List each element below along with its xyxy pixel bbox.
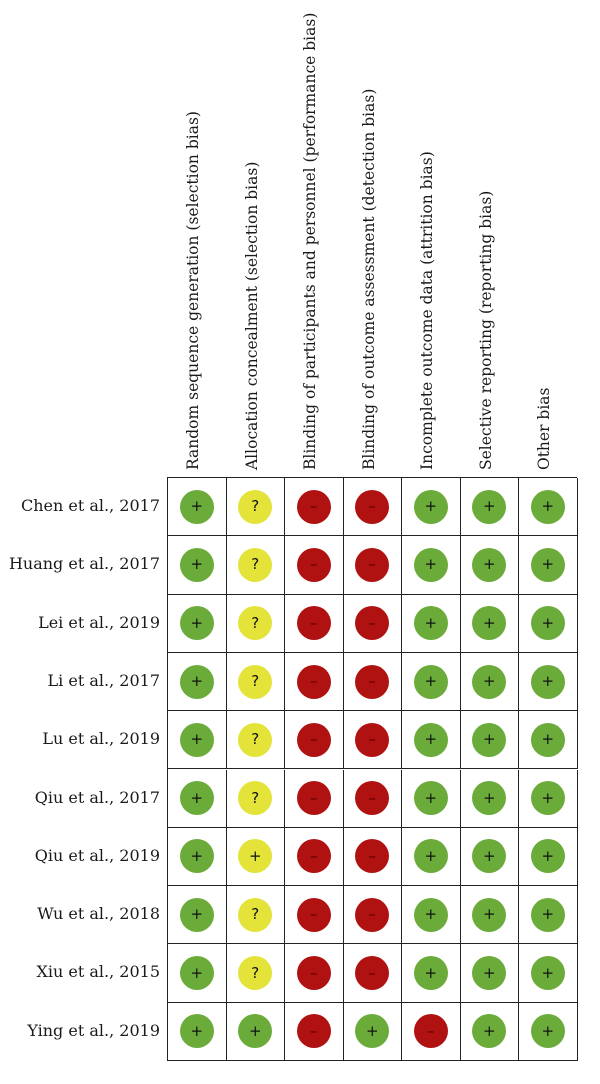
low-risk-plus-icon: + [414,956,448,990]
low-risk-plus-icon: + [414,490,448,524]
low-risk-plus-icon: + [414,606,448,640]
study-label: Chen et al., 2017 [20,496,160,515]
domain-header-label: Blinding of participants and personnel (performance bias) [301,12,319,470]
judgement-cell [227,886,286,944]
judgement-cell [461,770,520,828]
low-risk-plus-icon: + [180,490,214,524]
judgement-cell [227,770,286,828]
high-risk-minus-icon: – [297,898,331,932]
low-risk-plus-icon: + [472,898,506,932]
unclear-risk-question-icon: ? [238,956,272,990]
study-label: Xiu et al., 2015 [36,962,160,982]
judgement-cell [402,828,461,886]
judgement-cell [461,828,520,886]
judgement-cell [285,595,344,653]
unclear-risk-question-icon: ? [238,665,272,699]
unclear-risk-question-icon: ? [238,606,272,640]
low-risk-plus-icon: + [180,548,214,582]
unclear-risk-question-icon: ? [238,781,272,815]
judgement-cell [227,653,286,711]
study-label: Qiu et al., 2017 [34,787,160,807]
study-label: Ying et al., 2019 [27,1020,160,1040]
low-risk-plus-icon: + [531,781,565,815]
judgement-cell [344,536,403,594]
judgement-cell [285,886,344,944]
judgement-cell [402,595,461,653]
domain-header-label: Blinding of outcome assessment (detection bias) [359,88,378,470]
low-risk-plus-icon: + [180,781,214,815]
high-risk-minus-icon: – [355,781,389,815]
judgement-cell [519,1003,578,1061]
low-risk-plus-icon: + [238,1014,272,1048]
judgement-cell [168,653,227,711]
high-risk-minus-icon: – [297,723,331,757]
low-risk-plus-icon: + [472,839,506,873]
judgement-cell [519,711,578,769]
judgement-cell [344,711,403,769]
judgement-cell [519,944,578,1002]
domain-header-label: Selective reporting (reporting bias) [476,190,495,470]
judgement-cell [227,595,286,653]
judgement-cell [402,536,461,594]
judgement-cell [344,828,403,886]
study-label: Li et al., 2017 [47,670,160,690]
study-label: Wu et al., 2018 [37,904,160,924]
high-risk-minus-icon: – [297,839,331,873]
judgement-cell [168,828,227,886]
low-risk-plus-icon: + [414,781,448,815]
low-risk-plus-icon: + [180,723,214,757]
study-label: Lu et al., 2019 [42,729,160,749]
high-risk-minus-icon: – [355,956,389,990]
low-risk-plus-icon: + [531,956,565,990]
high-risk-minus-icon: – [355,723,389,757]
judgement-cell [168,886,227,944]
judgement-cell [344,770,403,828]
high-risk-minus-icon: – [297,781,331,815]
judgement-cell [519,478,578,536]
low-risk-plus-icon: + [180,665,214,699]
unclear-risk-question-icon: + [238,839,272,873]
judgement-cell [519,886,578,944]
high-risk-minus-icon: – [355,606,389,640]
judgement-cell [285,711,344,769]
judgement-cell [227,828,286,886]
judgement-cell [344,944,403,1002]
high-risk-minus-icon: – [355,665,389,699]
judgement-cell [402,886,461,944]
judgement-cell [227,711,286,769]
judgement-cell [168,770,227,828]
judgement-cell [344,653,403,711]
low-risk-plus-icon: + [180,606,214,640]
domain-header-label: Allocation concealment (selection bias) [242,161,261,470]
judgement-cell [285,944,344,1002]
judgement-cell [168,711,227,769]
low-risk-plus-icon: + [180,839,214,873]
judgement-cell [168,536,227,594]
high-risk-minus-icon: – [297,1014,331,1048]
domain-header [460,0,518,475]
high-risk-minus-icon: – [355,898,389,932]
low-risk-plus-icon: + [531,839,565,873]
low-risk-plus-icon: + [531,490,565,524]
judgement-cell [285,478,344,536]
judgement-cell [402,944,461,1002]
judgement-cell [461,536,520,594]
low-risk-plus-icon: + [472,1014,506,1048]
low-risk-plus-icon: + [414,548,448,582]
low-risk-plus-icon: + [180,1014,214,1048]
low-risk-plus-icon: + [531,665,565,699]
judgement-cell [344,886,403,944]
unclear-risk-question-icon: ? [238,548,272,582]
domain-header [401,0,459,475]
domain-header-label: Other bias [535,387,553,470]
judgement-cell [519,770,578,828]
high-risk-minus-icon: – [355,839,389,873]
unclear-risk-question-icon: ? [238,898,272,932]
judgement-cell [344,1003,403,1061]
low-risk-plus-icon: + [472,781,506,815]
high-risk-minus-icon: – [297,548,331,582]
judgement-cell [402,770,461,828]
domain-header-label: Incomplete outcome data (attrition bias) [418,151,436,470]
study-label: Qiu et al., 2019 [34,845,160,865]
low-risk-plus-icon: + [414,898,448,932]
low-risk-plus-icon: + [180,956,214,990]
high-risk-minus-icon: – [414,1014,448,1048]
domain-header [518,0,576,475]
judgement-cell [168,478,227,536]
study-label: Lei et al., 2019 [38,612,160,632]
low-risk-plus-icon: + [414,723,448,757]
judgement-cell [227,944,286,1002]
low-risk-plus-icon: + [472,665,506,699]
domain-header [284,0,342,475]
judgement-cell [519,653,578,711]
domain-header [343,0,401,475]
judgement-cell [461,595,520,653]
judgement-grid [167,477,577,1061]
judgement-cell [519,536,578,594]
low-risk-plus-icon: + [531,898,565,932]
low-risk-plus-icon: + [531,723,565,757]
judgement-cell [461,653,520,711]
low-risk-plus-icon: + [531,606,565,640]
judgement-cell [402,1003,461,1061]
high-risk-minus-icon: – [297,665,331,699]
judgement-cell [461,1003,520,1061]
judgement-cell [227,1003,286,1061]
domain-header [226,0,284,475]
unclear-risk-question-icon: ? [238,723,272,757]
low-risk-plus-icon: + [414,839,448,873]
judgement-cell [344,595,403,653]
judgement-cell [285,653,344,711]
judgement-cell [285,536,344,594]
low-risk-plus-icon: + [472,548,506,582]
judgement-cell [168,944,227,1002]
judgement-cell [461,944,520,1002]
judgement-cell [285,828,344,886]
judgement-cell [402,653,461,711]
domain-header-label: Random sequence generation (selection bias) [184,111,202,470]
high-risk-minus-icon: – [297,606,331,640]
low-risk-plus-icon: + [531,548,565,582]
judgement-cell [519,828,578,886]
low-risk-plus-icon: + [355,1014,389,1048]
judgement-cell [402,711,461,769]
domain-header [167,0,225,475]
high-risk-minus-icon: – [355,490,389,524]
judgement-cell [344,478,403,536]
judgement-cell [168,595,227,653]
judgement-cell [461,886,520,944]
low-risk-plus-icon: + [180,898,214,932]
judgement-cell [227,536,286,594]
study-label: Huang et al., 2017 [8,554,160,574]
judgement-cell [285,1003,344,1061]
low-risk-plus-icon: + [472,606,506,640]
unclear-risk-question-icon: ? [238,490,272,524]
judgement-cell [168,1003,227,1061]
high-risk-minus-icon: – [297,490,331,524]
judgement-cell [402,478,461,536]
judgement-cell [519,595,578,653]
judgement-cell [285,770,344,828]
judgement-cell [227,478,286,536]
low-risk-plus-icon: + [472,490,506,524]
judgement-cell [461,478,520,536]
high-risk-minus-icon: – [355,548,389,582]
judgement-cell [461,711,520,769]
low-risk-plus-icon: + [472,956,506,990]
low-risk-plus-icon: + [472,723,506,757]
low-risk-plus-icon: + [531,1014,565,1048]
high-risk-minus-icon: – [297,956,331,990]
low-risk-plus-icon: + [414,665,448,699]
